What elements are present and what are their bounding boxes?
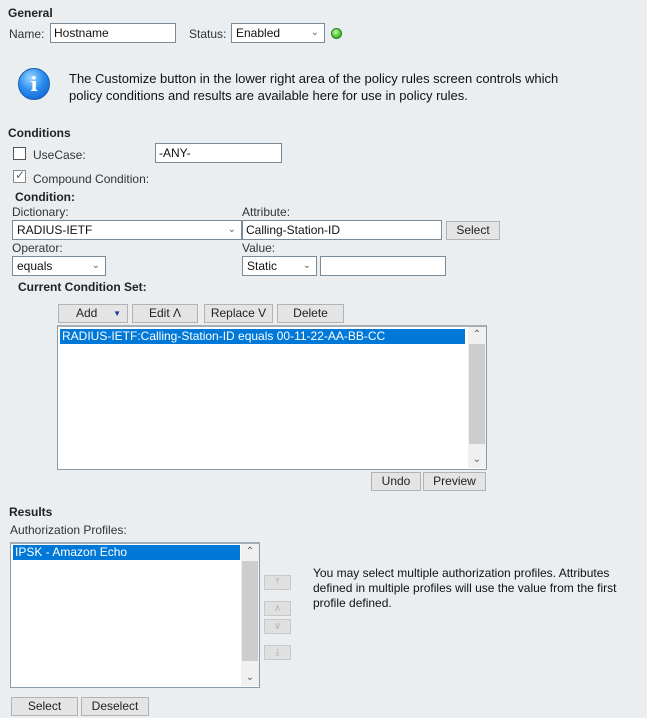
usecase-checkbox[interactable] [13, 147, 26, 160]
dropdown-arrow-icon: ▼ [113, 309, 121, 318]
status-select-value: Enabled [236, 26, 281, 40]
operator-label: Operator: [12, 241, 63, 255]
info-icon: i [18, 68, 50, 100]
operator-select-value: equals [17, 259, 53, 273]
move-up-button[interactable]: ∧ [264, 601, 291, 616]
attribute-select-button[interactable]: Select [446, 221, 500, 240]
add-button[interactable] [58, 304, 128, 323]
info-text-line1: The Customize button in the lower right area of the policy rules screen controls which [69, 71, 559, 86]
compound-condition-checkbox[interactable] [13, 170, 26, 183]
scrollbar-thumb[interactable] [469, 344, 485, 444]
name-label: Name: [9, 27, 45, 41]
condition-set-scrollbar[interactable] [468, 327, 486, 468]
profiles-deselect-button[interactable]: Deselect [81, 697, 149, 716]
chevron-down-icon: ⌄ [302, 260, 311, 271]
profiles-hint-line1: You may select multiple authorization profiles. Attributes [313, 566, 610, 580]
preview-button[interactable]: Preview [423, 472, 486, 491]
scroll-down-icon[interactable]: ⌄ [245, 672, 255, 683]
current-condition-set-title: Current Condition Set: [18, 280, 147, 294]
usecase-input[interactable]: -ANY- [155, 143, 282, 163]
move-down-button[interactable]: ∨ [264, 619, 291, 634]
scroll-up-icon[interactable]: ⌃ [472, 329, 482, 340]
chevron-down-icon: ⌄ [91, 260, 100, 271]
move-bottom-button[interactable]: ⤓ [264, 645, 291, 660]
name-input[interactable]: Hostname [50, 23, 176, 43]
dictionary-label: Dictionary: [12, 205, 69, 219]
edit-button[interactable]: Edit Λ [132, 304, 198, 323]
status-select[interactable] [231, 23, 325, 43]
profiles-hint-line2: defined in multiple profiles will use the value from the first [313, 581, 617, 595]
dictionary-select[interactable] [12, 220, 242, 240]
authorization-profiles-label: Authorization Profiles: [10, 523, 127, 537]
condition-set-listbox[interactable] [57, 325, 487, 470]
profiles-scrollbar[interactable] [241, 544, 259, 686]
value-label: Value: [242, 241, 276, 255]
attribute-label: Attribute: [242, 205, 291, 219]
conditions-section-title: Conditions [8, 126, 71, 140]
info-text-line2: policy conditions and results are available here for use in policy rules. [69, 88, 468, 103]
add-button-label: Add [76, 306, 98, 320]
scroll-down-icon[interactable]: ⌄ [472, 454, 482, 465]
general-section-title: General [8, 6, 53, 20]
compound-condition-label: Compound Condition: [33, 172, 150, 186]
profiles-hint-line3: profile defined. [313, 596, 392, 610]
attribute-input[interactable]: Calling-Station-ID [242, 220, 442, 240]
replace-button[interactable]: Replace V [204, 304, 273, 323]
scrollbar-thumb[interactable] [242, 561, 258, 661]
scroll-up-icon[interactable]: ⌃ [245, 546, 255, 557]
chevron-down-icon: ⌄ [310, 27, 319, 38]
profiles-select-button[interactable]: Select [11, 697, 78, 716]
status-label: Status: [189, 27, 227, 41]
undo-button[interactable]: Undo [371, 472, 421, 491]
authorization-profiles-listbox[interactable] [10, 542, 260, 688]
dictionary-select-value: RADIUS-IETF [17, 223, 93, 237]
condition-title: Condition: [15, 190, 75, 204]
status-indicator-icon [331, 28, 342, 39]
delete-button[interactable]: Delete [277, 304, 344, 323]
results-section-title: Results [9, 505, 53, 519]
usecase-label: UseCase: [33, 148, 86, 162]
value-type-select-value: Static [247, 259, 278, 273]
operator-select[interactable] [12, 256, 106, 276]
move-top-button[interactable]: ⤒ [264, 575, 291, 590]
condition-set-item[interactable]: RADIUS-IETF:Calling-Station-ID equals 00-11-22-AA-BB-CC [60, 329, 465, 344]
value-input[interactable] [320, 256, 446, 276]
chevron-down-icon: ⌄ [227, 224, 236, 235]
value-type-select[interactable] [242, 256, 317, 276]
authorization-profile-item[interactable]: IPSK - Amazon Echo [13, 545, 240, 560]
